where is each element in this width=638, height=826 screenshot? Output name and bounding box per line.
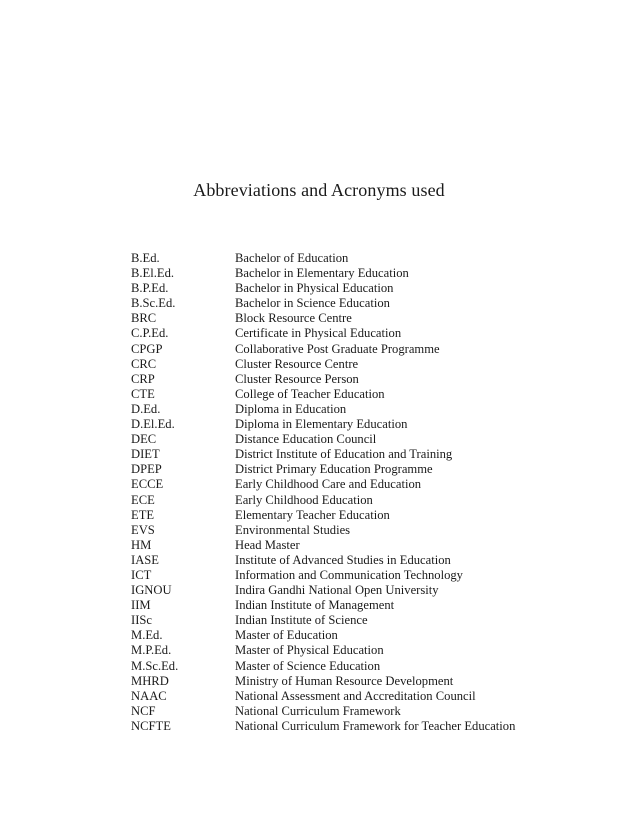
abbreviation-expansion: Elementary Teacher Education [235, 507, 390, 522]
abbreviation-row [131, 508, 611, 523]
abbreviation-expansion: National Assessment and Accreditation Council [235, 688, 476, 703]
abbreviation-row [131, 568, 611, 583]
abbreviation-row [131, 447, 611, 462]
abbreviation-term: B.Sc.Ed. [131, 296, 176, 311]
abbreviation-term: DEC [131, 432, 157, 447]
abbreviation-term: M.Ed. [131, 628, 163, 643]
abbreviation-row [131, 674, 611, 689]
abbreviation-expansion: Distance Education Council [235, 432, 377, 447]
abbreviation-term: EVS [131, 522, 155, 537]
abbreviation-expansion: Collaborative Post Graduate Programme [235, 341, 440, 356]
abbreviation-row [131, 462, 611, 477]
abbreviation-row [131, 659, 611, 674]
abbreviation-term: NCF [131, 703, 156, 718]
abbreviation-row [131, 583, 611, 598]
abbreviation-row [131, 281, 611, 296]
abbreviation-expansion: Bachelor in Elementary Education [235, 266, 409, 281]
abbreviation-expansion: Institute of Advanced Studies in Education [235, 552, 451, 567]
abbreviation-row [131, 689, 611, 704]
abbreviation-expansion: Bachelor in Science Education [235, 296, 390, 311]
abbreviation-row [131, 387, 611, 402]
abbreviation-expansion: Indian Institute of Management [235, 598, 395, 613]
abbreviation-row [131, 417, 611, 432]
abbreviation-row [131, 372, 611, 387]
abbreviation-expansion: Master of Physical Education [235, 643, 384, 658]
abbreviation-expansion: Information and Communication Technology [235, 567, 463, 582]
abbreviation-row [131, 402, 611, 417]
abbreviation-term: DPEP [131, 462, 162, 477]
abbreviation-expansion: Head Master [235, 537, 300, 552]
abbreviation-row [131, 493, 611, 508]
abbreviation-row [131, 704, 611, 719]
abbreviation-row [131, 326, 611, 341]
abbreviation-row [131, 719, 611, 734]
abbreviation-term: M.P.Ed. [131, 643, 172, 658]
abbreviation-term: HM [131, 537, 152, 552]
abbreviation-row [131, 553, 611, 568]
abbreviation-row [131, 628, 611, 643]
abbreviation-expansion: Indira Gandhi National Open University [235, 583, 439, 598]
abbreviation-row [131, 613, 611, 628]
abbreviation-row [131, 296, 611, 311]
abbreviation-term: ETE [131, 507, 155, 522]
abbreviation-expansion: Block Resource Centre [235, 311, 352, 326]
abbreviation-expansion: Early Childhood Education [235, 492, 373, 507]
abbreviation-row [131, 311, 611, 326]
abbreviation-expansion: Indian Institute of Science [235, 613, 368, 628]
abbreviation-term: B.Ed. [131, 251, 160, 265]
abbreviation-list [131, 251, 611, 734]
abbreviation-row [131, 357, 611, 372]
abbreviation-row [131, 523, 611, 538]
abbreviation-expansion: Master of Science Education [235, 658, 381, 673]
abbreviation-expansion: National Curriculum Framework [235, 703, 401, 718]
abbreviation-expansion: Bachelor in Physical Education [235, 281, 394, 296]
abbreviation-expansion: National Curriculum Framework for Teacher Education [235, 718, 516, 733]
abbreviation-expansion: Ministry of Human Resource Development [235, 673, 454, 688]
abbreviation-term: B.El.Ed. [131, 266, 175, 281]
abbreviation-term: CTE [131, 386, 155, 401]
abbreviation-expansion: College of Teacher Education [235, 386, 385, 401]
abbreviation-term: IASE [131, 552, 159, 567]
abbreviation-expansion: Cluster Resource Person [235, 371, 359, 386]
abbreviation-term: BRC [131, 311, 157, 326]
abbreviation-term: IGNOU [131, 583, 172, 598]
abbreviation-term: ECE [131, 492, 155, 507]
abbreviation-term: B.P.Ed. [131, 281, 169, 296]
page-title: Abbreviations and Acronyms used [193, 180, 445, 200]
abbreviation-expansion: Certificate in Physical Education [235, 326, 402, 341]
abbreviation-row [131, 342, 611, 357]
abbreviation-term: DIET [131, 447, 160, 462]
abbreviation-row [131, 432, 611, 447]
abbreviation-expansion: District Institute of Education and Training [235, 447, 453, 462]
abbreviation-expansion: Master of Education [235, 628, 338, 643]
abbreviation-term: CRC [131, 356, 157, 371]
abbreviation-term: NCFTE [131, 718, 171, 733]
abbreviation-term: MHRD [131, 673, 169, 688]
abbreviation-expansion: Diploma in Elementary Education [235, 417, 408, 432]
abbreviation-term: D.Ed. [131, 401, 161, 416]
abbreviation-row [131, 538, 611, 553]
abbreviation-term: CRP [131, 371, 155, 386]
abbreviation-expansion: Early Childhood Care and Education [235, 477, 422, 492]
abbreviation-term: ECCE [131, 477, 164, 492]
abbreviation-term: CPGP [131, 341, 163, 356]
abbreviation-expansion: District Primary Education Programme [235, 462, 433, 477]
abbreviation-term: ICT [131, 567, 152, 582]
abbreviation-row [131, 643, 611, 658]
abbreviation-expansion: Cluster Resource Centre [235, 356, 359, 371]
abbreviation-term: IISc [131, 613, 152, 628]
abbreviation-row [131, 477, 611, 492]
abbreviation-term: C.P.Ed. [131, 326, 169, 341]
abbreviation-row [131, 251, 611, 266]
abbreviation-row [131, 266, 611, 281]
abbreviation-term: D.El.Ed. [131, 417, 175, 432]
abbreviation-expansion: Environmental Studies [235, 522, 351, 537]
abbreviation-row [131, 598, 611, 613]
abbreviation-term: IIM [131, 598, 151, 613]
abbreviation-expansion: Bachelor of Education [235, 251, 349, 265]
abbreviation-term: M.Sc.Ed. [131, 658, 179, 673]
abbreviation-term: NAAC [131, 688, 167, 703]
abbreviation-expansion: Diploma in Education [235, 401, 347, 416]
